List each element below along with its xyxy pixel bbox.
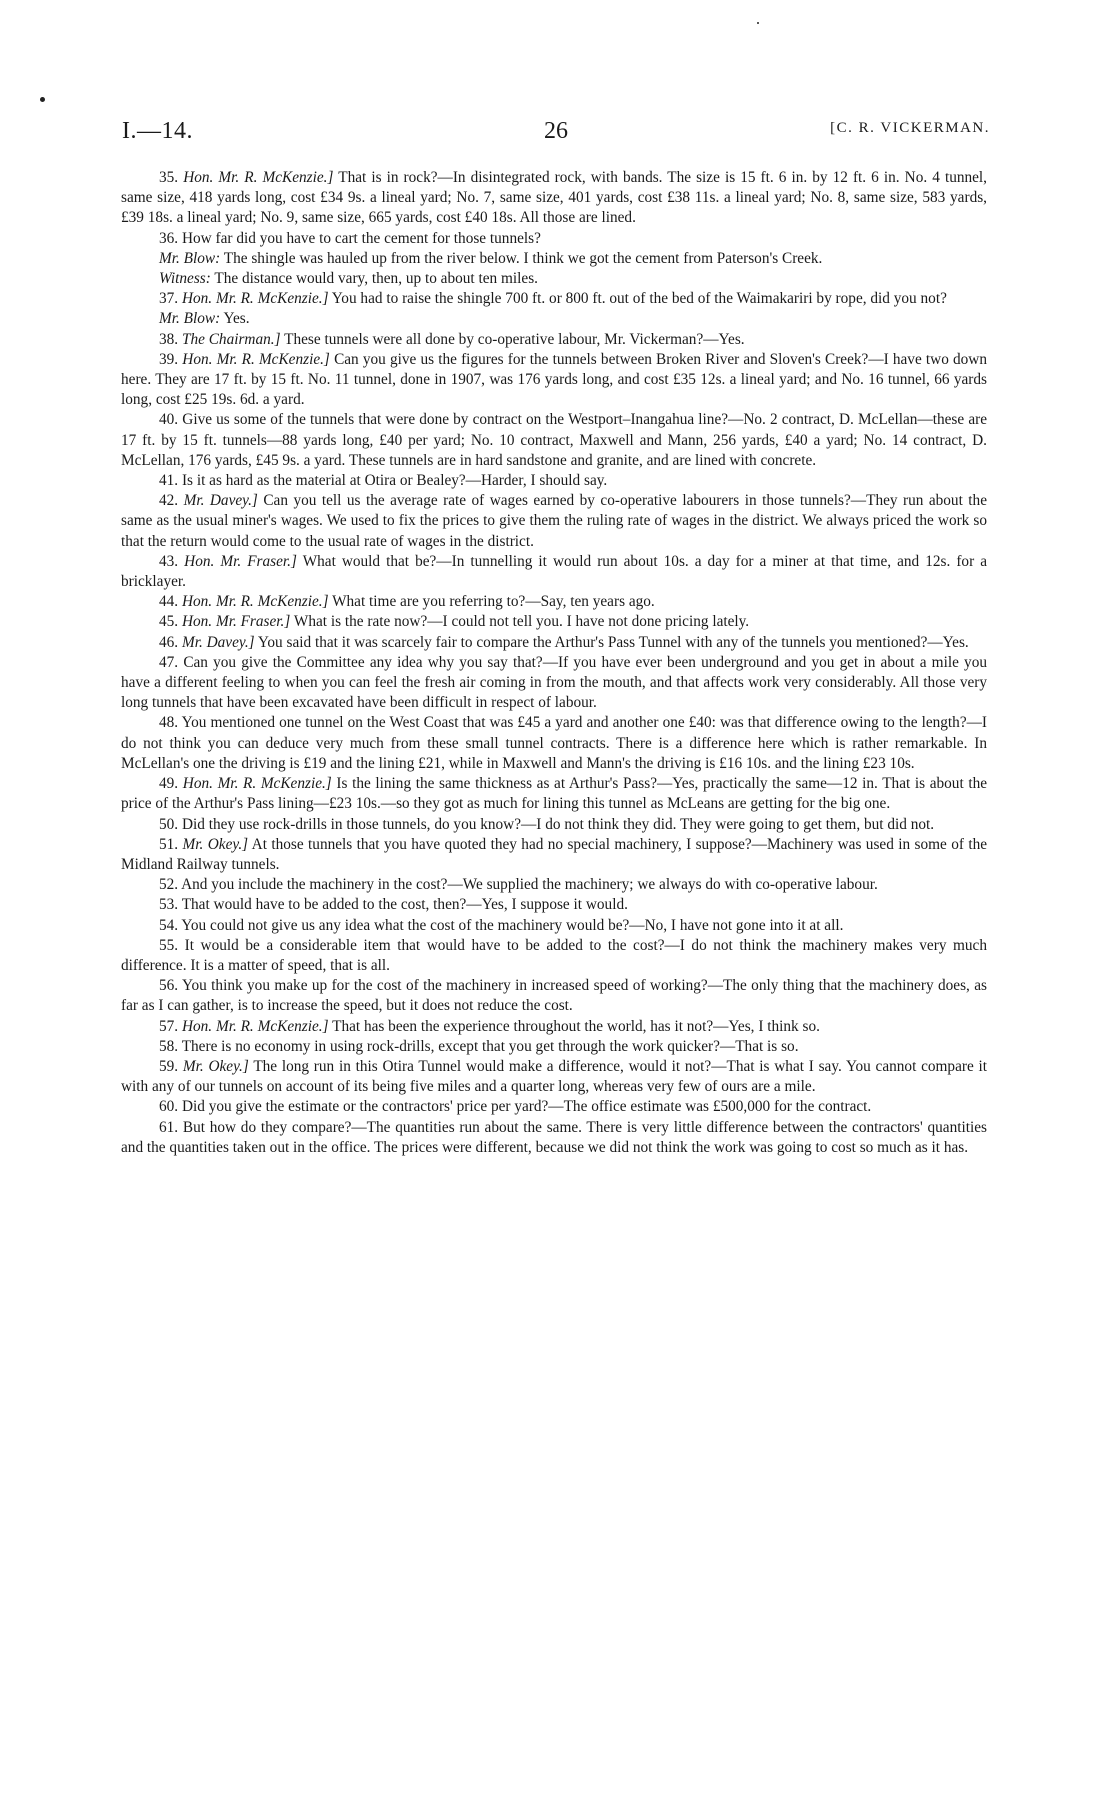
question-number: 50. [159, 815, 179, 833]
question-number: 45. [159, 613, 179, 631]
question-number: 56. [159, 977, 179, 995]
question-number: 54. [159, 916, 179, 934]
testimony-paragraph [121, 1057, 987, 1097]
paragraph-text: How far did you have to cart the cement for those tunnels? [181, 229, 541, 247]
paragraph-text: You mentioned one tunnel on the West Coast that was £45 a yard and another one £40: was that difference owing to the length?—I do not think you can deduce very much from these small tunnel contracts. There is a difference here which is rather remarkable. In McLellan's one the driving is £19 and the lining £21, while in Maxwell and Mann's the driving is £16 10s. and the lining £23 10s. [121, 714, 987, 772]
question-number: 37. [159, 290, 179, 308]
paragraph-text: The shingle was hauled up from the river below. I think we got the cement from Paterson's Creek. [223, 249, 823, 267]
paragraph-text: You said that it was scarcely fair to compare the Arthur's Pass Tunnel with any of the tunnels you mentioned?—Yes. [257, 633, 969, 651]
testimony-paragraph [121, 410, 987, 471]
question-number: 57. [159, 1017, 179, 1035]
speaker-name: Witness: [159, 270, 211, 288]
question-number: 58. [159, 1037, 179, 1055]
speaker-name: Mr. Blow: [159, 310, 221, 328]
speaker-name: Hon. Mr. R. McKenzie.] [182, 350, 330, 368]
question-number: 48. [159, 714, 179, 732]
testimony-paragraph [121, 1118, 987, 1158]
testimony-paragraph [121, 168, 987, 229]
testimony-paragraph [121, 350, 987, 411]
testimony-paragraph [121, 976, 987, 1016]
paragraph-text: What is the rate now?—I could not tell you. I have not done pricing lately. [293, 613, 750, 631]
paragraph-text: Give us some of the tunnels that were done by contract on the Westport–Inangahua line?—No. 2 contract, D. McLellan—these are 17 ft. by 15 ft. tunnels—88 yards long, £40 per yard; No. 10 contract, Maxwell and Mann, 256 yards, £40 a yard; No. 14 contract, D. McLellan, 176 yards, £45 9s. a yard. These tunnels are in hard sandstone and granite, and are lined with concrete. [121, 411, 987, 469]
speaker-name: Hon. Mr. R. McKenzie.] [182, 775, 332, 793]
paragraph-text: Can you give the Committee any idea why you say that?—If you have ever been underground and you get in about a mile you have a different feeling to when you can feel the fresh air coming in from the mouth, and that affects work very considerably. All those very long tunnels that have been excavated have been difficult in respect of labour. [121, 653, 987, 712]
speaker-name: Hon. Mr. Fraser.] [181, 613, 291, 631]
question-number: 53. [159, 896, 179, 914]
speaker-name: Mr. Okey.] [182, 1057, 249, 1075]
speaker-name: Hon. Mr. Fraser.] [184, 552, 297, 570]
testimony-paragraph [121, 552, 987, 592]
question-number: 49. [159, 775, 179, 793]
witness-name: [C. R. VICKERMAN. [830, 120, 990, 136]
speaker-name: Mr. Blow: [159, 249, 221, 267]
document-reference: I.—14. [122, 118, 193, 144]
testimony-paragraph [121, 269, 987, 289]
testimony-paragraph [121, 612, 987, 632]
testimony-paragraph [121, 1097, 987, 1117]
paragraph-text: That would have to be added to the cost, then?—Yes, I suppose it would. [181, 896, 628, 914]
question-number: 60. [159, 1098, 179, 1116]
paragraph-text: At those tunnels that you have quoted they had no special machinery, I suppose?—Machinery was used in some of the Midland Railway tunnels. [121, 835, 988, 873]
testimony-paragraph [121, 713, 987, 774]
page-number: 26 [544, 118, 568, 144]
testimony-paragraph [121, 289, 987, 309]
paragraph-text: You think you make up for the cost of the machinery in increased speed of working?—The only thing that the machinery does, as far as I can gather, is to increase the speed, but it does not reduce the cost. [121, 977, 987, 1015]
paragraph-text: That is in rock?—In disintegrated rock, with bands. The size is 15 ft. 6 in. by 12 ft. 6 in. No. 4 tunnel, same size, 418 yards long, cost £34 9s. a lineal yard; No. 7, same size, 401 yards, cost £38 11s. a lineal yard; No. 8, same size, 583 yards, £39 18s. a lineal yard; No. 9, same size, 665 yards, cost £40 18s. All those are lined. [121, 169, 987, 227]
question-number: 43. [159, 552, 179, 570]
question-number: 47. [159, 653, 179, 671]
paragraph-text: What time are you referring to?—Say, ten years ago. [332, 593, 655, 611]
paragraph-text: And you include the machinery in the cost?—We supplied the machinery; we always do with co-operative labour. [181, 876, 878, 894]
paragraph-text: These tunnels were all done by co-operative labour, Mr. Vickerman?—Yes. [284, 330, 745, 348]
question-number: 39. [159, 350, 179, 368]
paragraph-text: Is the lining the same thickness as at Arthur's Pass?—Yes, practically the same—12 in. That is about the price of the Arthur's Pass lining—£23 10s.—so they got as much for lining this tunnel as McLeans are getting for the big one. [121, 775, 988, 813]
question-number: 41. [159, 472, 179, 490]
paragraph-text: Is it as hard as the material at Otira or Bealey?—Harder, I should say. [181, 472, 608, 490]
testimony-paragraph [121, 633, 987, 653]
testimony-paragraph [121, 309, 987, 329]
question-number: 35. [159, 169, 179, 186]
question-number: 55. [159, 936, 179, 954]
paragraph-text: You had to raise the shingle 700 ft. or 800 ft. out of the bed of the Waimakariri by rope, did you not? [331, 290, 947, 308]
question-number: 51. [159, 835, 179, 853]
page-header [122, 118, 990, 152]
testimony-paragraph [121, 835, 987, 875]
question-number: 44. [159, 593, 179, 611]
testimony-paragraph [121, 1037, 987, 1057]
testimony-paragraph [121, 774, 987, 814]
speaker-name: Mr. Davey.] [183, 492, 258, 510]
paragraph-text: Did you give the estimate or the contractors' price per yard?—The office estimate was £500,000 for the contract. [181, 1098, 872, 1116]
paragraph-text: Yes. [223, 310, 250, 328]
testimony-paragraph [121, 330, 987, 350]
paragraph-text: It would be a considerable item that would have to be added to the cost?—I do not think the machinery makes very much difference. It is a matter of speed, that is all. [121, 936, 987, 974]
paragraph-text: But how do they compare?—The quantities run about the same. There is very little difference between the contractors' quantities and the quantities taken out in the office. The prices were different, because we did not think the work was going to cost so much as it has. [121, 1118, 987, 1156]
paragraph-text: You could not give us any idea what the cost of the machinery would be?—No, I have not gone into it at all. [181, 916, 844, 934]
question-number: 61. [159, 1118, 179, 1136]
paragraph-text: Can you tell us the average rate of wages earned by co-operative labourers in those tunnels?—They run about the same as the usual miner's wages. We used to fix the prices to give them the ruling rate of wages in the district. We always priced the work so that the return would come to the usual rate of wages in the district. [121, 492, 987, 550]
testimony-body [121, 168, 987, 1158]
speaker-name: Mr. Okey.] [182, 835, 249, 853]
testimony-paragraph [121, 471, 987, 491]
testimony-paragraph [121, 916, 987, 936]
paragraph-text: The distance would vary, then, up to about ten miles. [214, 270, 538, 288]
paragraph-text: Did they use rock-drills in those tunnels, do you know?—I do not think they did. They were going to get them, but did not. [181, 815, 935, 833]
testimony-paragraph [121, 895, 987, 915]
scan-speck [40, 97, 45, 102]
paragraph-text: There is no economy in using rock-drills, except that you get through the work quicker?—That is so. [181, 1037, 799, 1055]
question-number: 36. [159, 229, 179, 247]
testimony-paragraph [121, 491, 987, 552]
speaker-name: Hon. Mr. R. McKenzie.] [181, 1017, 329, 1035]
scan-speck [757, 22, 759, 24]
testimony-paragraph [121, 592, 987, 612]
question-number: 46. [159, 633, 179, 651]
paragraph-text: Can you give us the figures for the tunnels between Broken River and Sloven's Creek?—I have two down here. They are 17 ft. by 15 ft. No. 11 tunnel, done in 1907, was 176 yards long, and cost £35 12s. a lineal yard; and No. 16 tunnel, 66 yards long, cost £25 19s. 6d. a yard. [121, 350, 988, 409]
testimony-paragraph [121, 653, 987, 714]
testimony-paragraph [121, 936, 987, 976]
speaker-name: Hon. Mr. R. McKenzie.] [181, 593, 329, 611]
question-number: 52. [159, 876, 179, 894]
question-number: 40. [159, 411, 179, 429]
speaker-name: Hon. Mr. R. McKenzie.] [183, 169, 334, 186]
question-number: 42. [159, 492, 179, 510]
question-number: 38. [159, 330, 179, 348]
speaker-name: The Chairman.] [181, 330, 281, 348]
paragraph-text: The long run in this Otira Tunnel would make a difference, would it not?—That is what I say. You cannot compare it with any of our tunnels on account of its being five miles and a quarter long, whereas very few of ours are a mile. [121, 1057, 987, 1096]
paragraph-text: What would that be?—In tunnelling it would run about 10s. a day for a miner at that time, and 12s. for a bricklayer. [121, 552, 987, 591]
testimony-paragraph [121, 815, 987, 835]
testimony-paragraph [121, 1017, 987, 1037]
testimony-paragraph [121, 229, 987, 249]
question-number: 59. [159, 1057, 179, 1075]
testimony-paragraph [121, 249, 987, 269]
paragraph-text: That has been the experience throughout the world, has it not?—Yes, I think so. [332, 1017, 820, 1035]
speaker-name: Mr. Davey.] [181, 633, 255, 651]
testimony-paragraph [121, 875, 987, 895]
speaker-name: Hon. Mr. R. McKenzie.] [181, 290, 329, 308]
